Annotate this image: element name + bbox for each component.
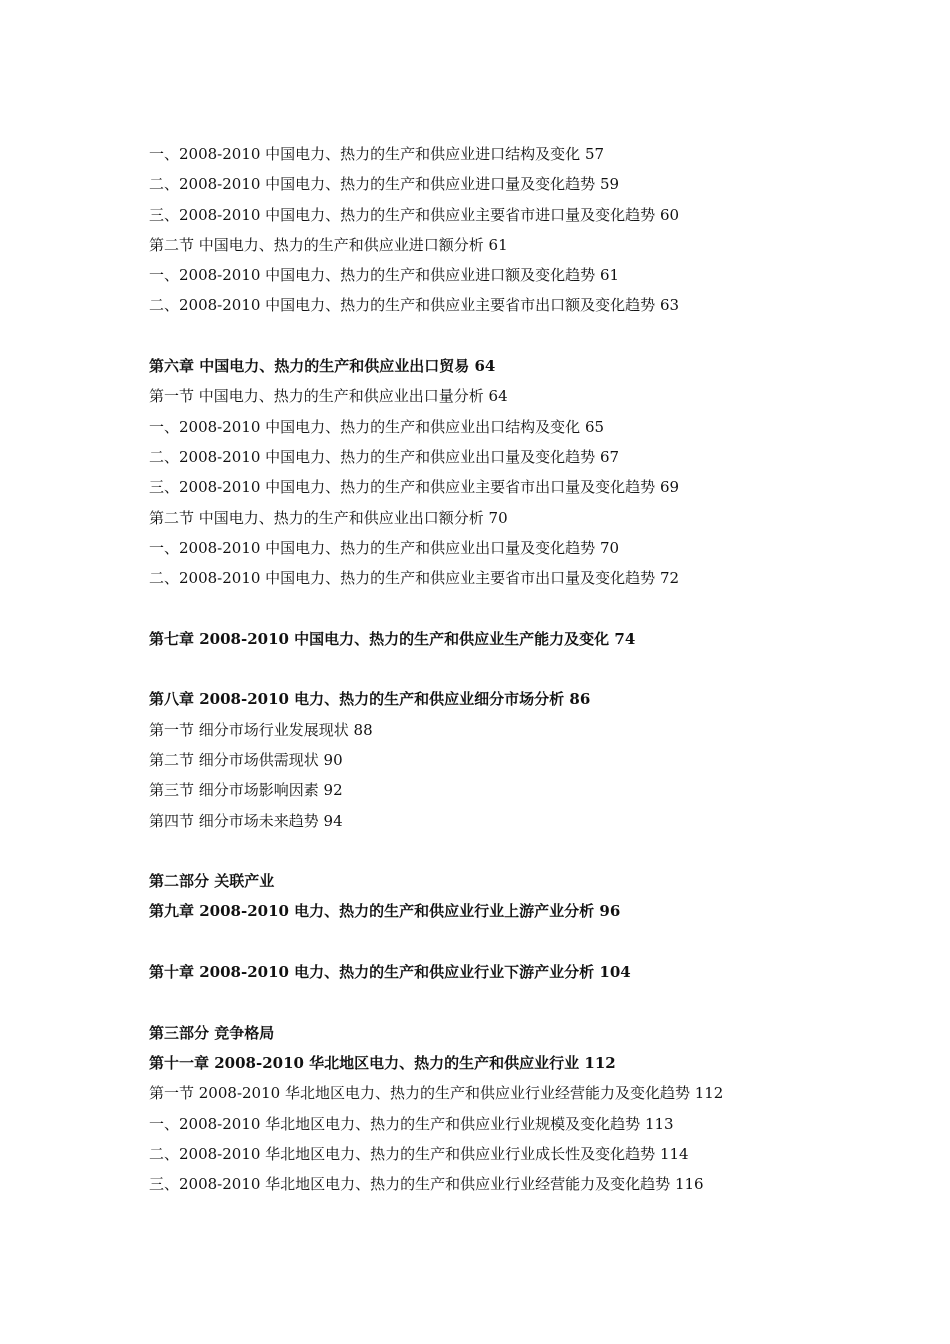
toc-entry: 第一节 细分市场行业发展现状 88 bbox=[149, 720, 373, 739]
toc-entry: 三、2008-2010 华北地区电力、热力的生产和供应业行业经营能力及变化趋势 116 bbox=[149, 1175, 704, 1194]
blank-line bbox=[149, 654, 909, 684]
toc-entry: 第二节 中国电力、热力的生产和供应业进口额分析 61 bbox=[149, 235, 508, 254]
toc-entry: 二、2008-2010 中国电力、热力的生产和供应业主要省市出口额及变化趋势 63 bbox=[149, 296, 680, 315]
toc-entry: 三、2008-2010 中国电力、热力的生产和供应业主要省市出口量及变化趋势 69 bbox=[149, 478, 680, 497]
toc-entry: 第二节 中国电力、热力的生产和供应业出口额分析 70 bbox=[149, 508, 508, 527]
toc-entry: 一、2008-2010 中国电力、热力的生产和供应业进口额及变化趋势 61 bbox=[149, 266, 620, 285]
toc-entry: 第二节 细分市场供需现状 90 bbox=[149, 750, 343, 769]
blank-line bbox=[149, 987, 909, 1017]
toc-heading: 第三部分 竞争格局 bbox=[149, 1023, 275, 1042]
toc-entry: 一、2008-2010 中国电力、热力的生产和供应业进口结构及变化 57 bbox=[149, 145, 605, 163]
toc-heading: 第十章 2008-2010 电力、热力的生产和供应业行业下游产业分析 104 bbox=[149, 963, 631, 982]
toc-entry: 二、2008-2010 中国电力、热力的生产和供应业进口量及变化趋势 59 bbox=[149, 175, 620, 194]
toc-entry: 二、2008-2010 中国电力、热力的生产和供应业主要省市出口量及变化趋势 72 bbox=[149, 569, 680, 588]
toc-entry: 一、2008-2010 中国电力、热力的生产和供应业出口量及变化趋势 70 bbox=[149, 538, 620, 557]
toc-entry: 二、2008-2010 中国电力、热力的生产和供应业出口量及变化趋势 67 bbox=[149, 447, 620, 466]
blank-line bbox=[149, 321, 909, 351]
table-of-contents bbox=[149, 139, 909, 1199]
blank-line bbox=[149, 927, 909, 957]
toc-entry: 第一节 2008-2010 华北地区电力、热力的生产和供应业行业经营能力及变化趋势 112 bbox=[149, 1084, 724, 1103]
toc-entry: 第一节 中国电力、热力的生产和供应业出口量分析 64 bbox=[149, 387, 508, 406]
toc-heading: 第六章 中国电力、热力的生产和供应业出口贸易 64 bbox=[149, 357, 496, 376]
toc-entry: 第三节 细分市场影响因素 92 bbox=[149, 781, 343, 800]
toc-heading: 第十一章 2008-2010 华北地区电力、热力的生产和供应业行业 112 bbox=[149, 1053, 616, 1072]
toc-heading: 第八章 2008-2010 电力、热力的生产和供应业细分市场分析 86 bbox=[149, 690, 591, 709]
toc-entry: 第四节 细分市场未来趋势 94 bbox=[149, 811, 343, 830]
toc-entry: 三、2008-2010 中国电力、热力的生产和供应业主要省市进口量及变化趋势 60 bbox=[149, 205, 680, 224]
toc-heading: 第二部分 关联产业 bbox=[149, 872, 275, 891]
blank-line bbox=[149, 836, 909, 866]
toc-entry: 一、2008-2010 华北地区电力、热力的生产和供应业行业规模及变化趋势 113 bbox=[149, 1114, 674, 1133]
toc-entry: 一、2008-2010 中国电力、热力的生产和供应业出口结构及变化 65 bbox=[149, 417, 605, 436]
toc-heading: 第九章 2008-2010 电力、热力的生产和供应业行业上游产业分析 96 bbox=[149, 902, 621, 921]
toc-heading: 第七章 2008-2010 中国电力、热力的生产和供应业生产能力及变化 74 bbox=[149, 629, 636, 648]
toc-entry: 二、2008-2010 华北地区电力、热力的生产和供应业行业成长性及变化趋势 114 bbox=[149, 1144, 689, 1163]
blank-line bbox=[149, 593, 909, 623]
